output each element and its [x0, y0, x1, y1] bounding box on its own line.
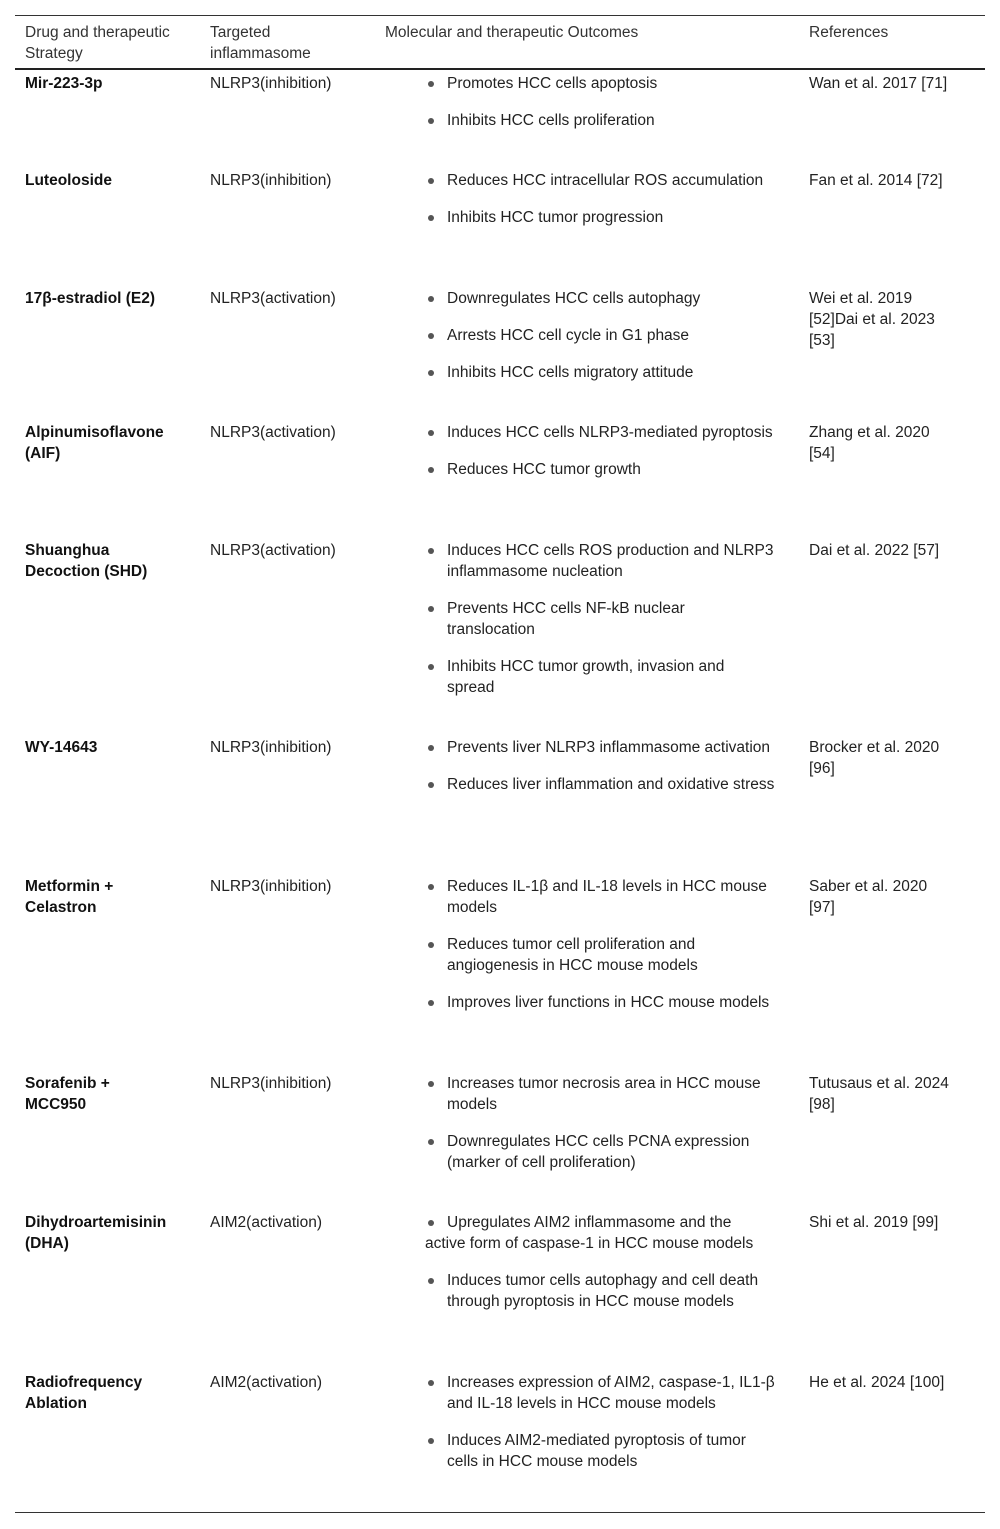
reference-cell: Dai et al. 2022 [57]: [809, 542, 940, 559]
outcome-item: Reduces liver inflammation and oxidative stress: [425, 774, 775, 795]
reference-cell: Brocker et al. 2020 [96]: [809, 739, 940, 777]
bullet-icon: [428, 548, 434, 554]
outcome-item: Upregulates AIM2 inflammasome and the active form of caspase-1 in HCC mouse models: [425, 1214, 754, 1252]
bullet-icon: [428, 1220, 434, 1226]
outcome-item: Inhibits HCC tumor growth, invasion and spread: [425, 656, 775, 698]
target-cell: NLRP3(inhibition): [210, 878, 332, 895]
outcome-item: Induces tumor cells autophagy and cell death through pyroptosis in HCC mouse models: [425, 1270, 775, 1312]
outcome-item: Promotes HCC cells apoptosis: [425, 73, 775, 94]
bullet-icon: [428, 1081, 434, 1087]
drug-cell: WY-14643: [25, 739, 98, 756]
outcomes-cell: [425, 288, 775, 383]
bullet-icon: [428, 296, 434, 302]
target-cell: NLRP3(activation): [210, 542, 336, 559]
outcome-item: Prevents HCC cells NF-kB nuclear translocation: [425, 598, 775, 640]
bullet-icon: [428, 1139, 434, 1145]
drug-cell: Metformin + Celastron: [25, 878, 114, 916]
header-outcomes: Molecular and therapeutic Outcomes: [385, 24, 639, 41]
drug-cell: Luteoloside: [25, 172, 112, 189]
target-cell: NLRP3(inhibition): [210, 1075, 332, 1092]
outcome-item: Increases tumor necrosis area in HCC mouse models: [425, 1073, 775, 1115]
outcomes-cell: [425, 737, 775, 795]
outcomes-cell: [425, 1372, 775, 1472]
outcome-item: Reduces HCC tumor growth: [425, 459, 775, 480]
outcomes-cell: [425, 1073, 775, 1173]
outcomes-cell: [425, 73, 775, 131]
header-references: References: [809, 24, 889, 41]
outcome-item: Increases expression of AIM2, caspase-1, IL1-β and IL-18 levels in HCC mouse models: [425, 1372, 775, 1414]
bullet-icon: [428, 178, 434, 184]
outcome-item: Prevents liver NLRP3 inflammasome activation: [425, 737, 775, 758]
bullet-icon: [428, 884, 434, 890]
outcome-item: Arrests HCC cell cycle in G1 phase: [425, 325, 775, 346]
target-cell: NLRP3(inhibition): [210, 75, 332, 92]
bullet-icon: [428, 942, 434, 948]
reference-cell: He et al. 2024 [100]: [809, 1374, 945, 1391]
bullet-icon: [428, 1438, 434, 1444]
bullet-icon: [428, 606, 434, 612]
bullet-icon: [428, 745, 434, 751]
outcome-item: Inhibits HCC tumor progression: [425, 207, 775, 228]
reference-cell: Wei et al. 2019 [52]Dai et al. 2023 [53]: [809, 290, 935, 349]
bullet-icon: [428, 215, 434, 221]
outcome-item: Induces AIM2-mediated pyroptosis of tumor cells in HCC mouse models: [425, 1430, 775, 1472]
target-cell: NLRP3(inhibition): [210, 172, 332, 189]
outcome-item: Reduces IL-1β and IL-18 levels in HCC mouse models: [425, 876, 775, 918]
drug-cell: Sorafenib + MCC950: [25, 1075, 110, 1113]
bullet-icon: [428, 118, 434, 124]
bullet-icon: [428, 1000, 434, 1006]
outcome-item: Improves liver functions in HCC mouse models: [425, 992, 775, 1013]
bullet-icon: [428, 430, 434, 436]
bullet-icon: [428, 1278, 434, 1284]
outcome-item: Inhibits HCC cells proliferation: [425, 110, 775, 131]
bullet-icon: [428, 81, 434, 87]
outcome-item: Inhibits HCC cells migratory attitude: [425, 362, 775, 383]
bullet-icon: [428, 664, 434, 670]
outcomes-cell: [425, 876, 775, 1013]
reference-cell: Wan et al. 2017 [71]: [809, 75, 948, 92]
outcomes-cell: [425, 1212, 775, 1312]
drug-cell: 17β-estradiol (E2): [25, 290, 156, 307]
header-drug: Drug and therapeutic Strategy: [25, 24, 170, 62]
outcome-item: Reduces HCC intracellular ROS accumulation: [425, 170, 775, 191]
reference-cell: Saber et al. 2020 [97]: [809, 878, 928, 916]
bullet-icon: [428, 370, 434, 376]
drug-cell: Mir-223-3p: [25, 75, 103, 92]
reference-cell: Shi et al. 2019 [99]: [809, 1214, 939, 1231]
outcome-item: Downregulates HCC cells autophagy: [425, 288, 775, 309]
outcomes-cell: [425, 170, 775, 228]
outcome-item: Induces HCC cells NLRP3-mediated pyroptosis: [425, 422, 775, 443]
bullet-icon: [428, 467, 434, 473]
target-cell: NLRP3(activation): [210, 290, 336, 307]
bullet-icon: [428, 782, 434, 788]
drug-cell: Radiofrequency Ablation: [25, 1374, 143, 1412]
drug-cell: Alpinumisoflavone (AIF): [25, 424, 164, 462]
header-target: Targeted inflammasome: [210, 24, 311, 62]
table-bottom-rule: [15, 1512, 985, 1513]
reference-cell: Fan et al. 2014 [72]: [809, 172, 943, 189]
target-cell: NLRP3(activation): [210, 424, 336, 441]
table-top-rule: [15, 15, 985, 16]
target-cell: AIM2(activation): [210, 1214, 322, 1231]
outcome-item: Downregulates HCC cells PCNA expression (marker of cell proliferation): [425, 1131, 775, 1173]
outcomes-cell: [425, 422, 775, 480]
outcomes-cell: [425, 540, 775, 698]
bullet-icon: [428, 1380, 434, 1386]
target-cell: NLRP3(inhibition): [210, 739, 332, 756]
drug-cell: Dihydroartemisinin (DHA): [25, 1214, 167, 1252]
bullet-icon: [428, 333, 434, 339]
outcome-item: Reduces tumor cell proliferation and angiogenesis in HCC mouse models: [425, 934, 775, 976]
target-cell: AIM2(activation): [210, 1374, 322, 1391]
reference-cell: Zhang et al. 2020 [54]: [809, 424, 930, 462]
drug-cell: Shuanghua Decoction (SHD): [25, 542, 148, 580]
reference-cell: Tutusaus et al. 2024 [98]: [809, 1075, 949, 1113]
outcome-item: Induces HCC cells ROS production and NLRP3 inflammasome nucleation: [425, 540, 775, 582]
header-rule: [15, 68, 985, 70]
